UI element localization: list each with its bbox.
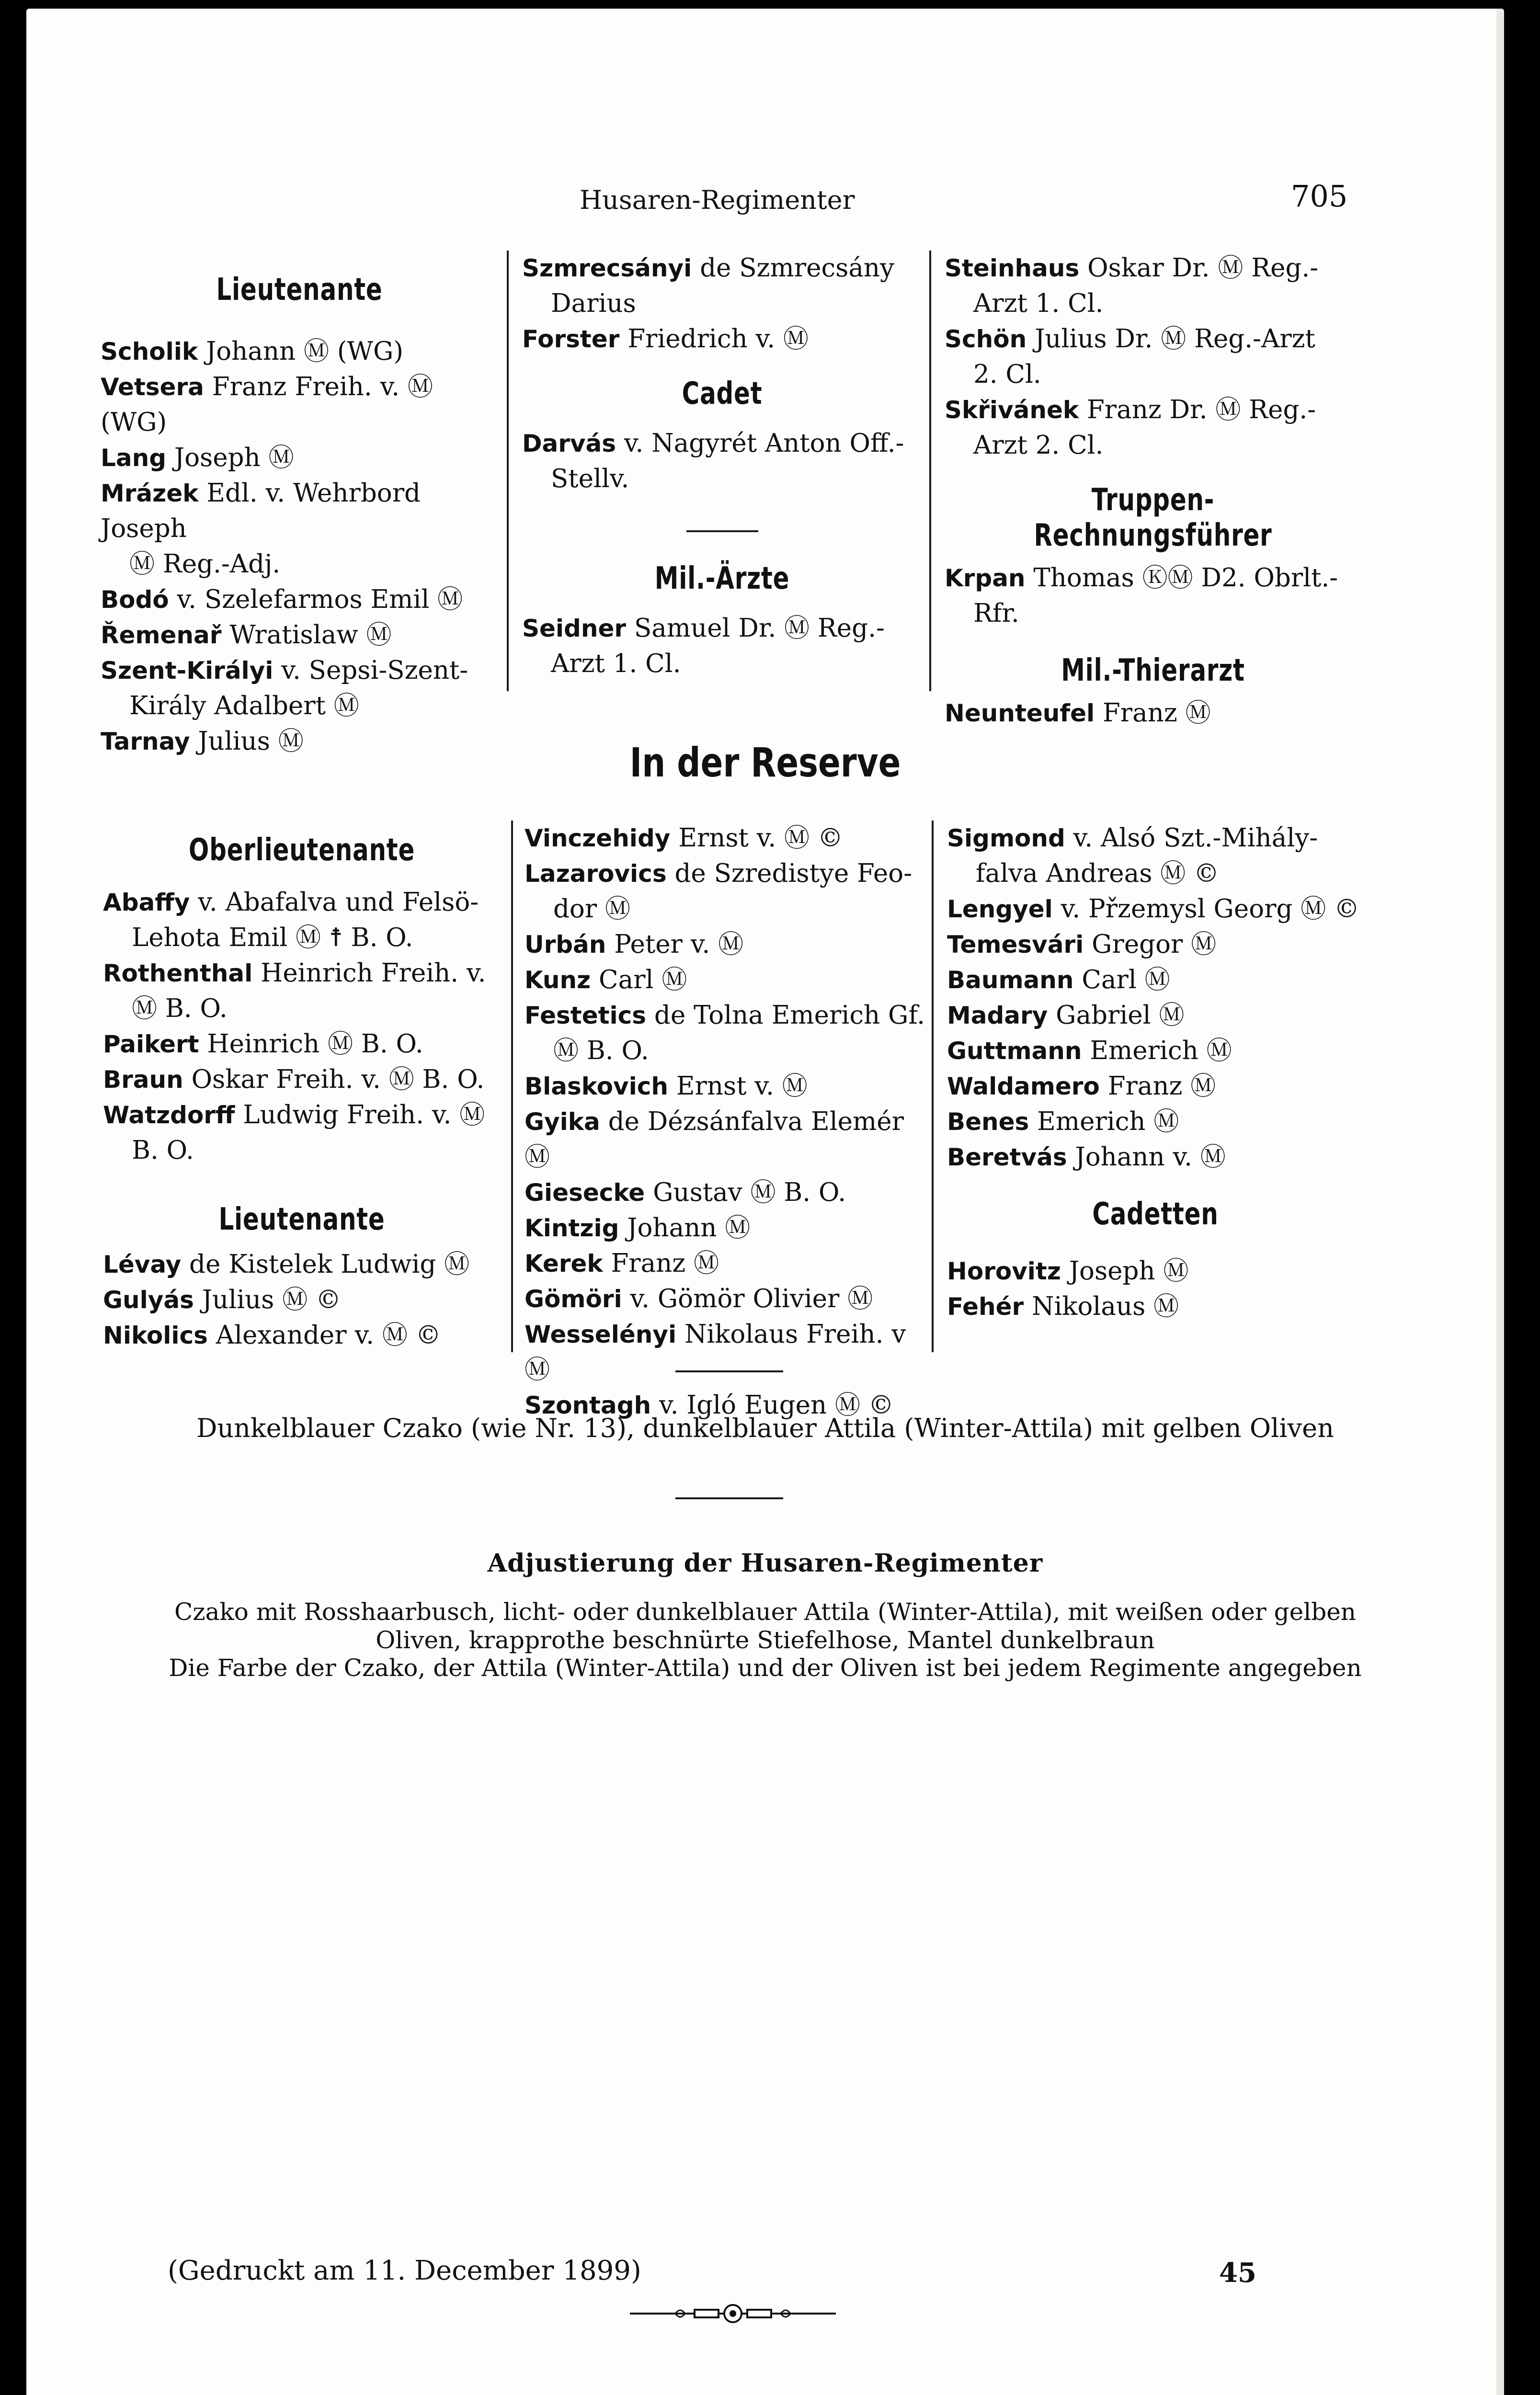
entry-surname: Lévay	[103, 1251, 182, 1278]
rule-before-adjustierung	[675, 1497, 783, 1499]
reserve-lieut-list	[103, 1247, 501, 1353]
entry-details: Emerich Ⓜ	[1090, 1036, 1232, 1065]
entry-surname: Nikolics	[103, 1322, 208, 1349]
roster-entry	[103, 1247, 501, 1282]
entry-details: Ernst v. Ⓜ	[676, 1072, 808, 1101]
roster-entry	[101, 334, 498, 369]
col2-list-a	[522, 251, 922, 357]
entry-continuation: Arzt 1. Cl.	[551, 649, 681, 678]
entry-details: Nikolaus Freih. v Ⓜ	[525, 1320, 906, 1384]
roster-entry	[101, 476, 498, 582]
entry-surname: Festetics	[525, 1002, 647, 1029]
entry-details: Nikolaus Ⓜ	[1032, 1292, 1179, 1321]
adjustierung-line-1: Czako mit Rosshaarbusch, licht- oder dunkelblauer Attila (Winter-Attila), mit weißen oder gelben	[174, 1598, 1357, 1626]
adjustierung-title: Adjustierung der Husaren-Regimenter	[487, 1549, 1043, 1578]
column-rule	[932, 821, 934, 1352]
entry-details: v. Abafalva und Felsö-	[198, 888, 479, 917]
entry-surname: Watzdorff	[103, 1101, 235, 1129]
entry-details: Peter v. Ⓜ	[614, 930, 744, 959]
roster-entry	[947, 962, 1364, 998]
roster-entry	[101, 617, 498, 653]
col3-list-b	[945, 560, 1361, 631]
roster-entry	[101, 440, 498, 476]
top-col1	[101, 251, 498, 759]
entry-surname: Skřivánek	[945, 396, 1079, 424]
roster-entry	[525, 927, 927, 962]
top-col3	[945, 251, 1361, 731]
entry-details: Joseph Ⓜ	[1069, 1256, 1189, 1286]
entry-details: Carl Ⓜ	[1082, 965, 1170, 994]
roster-entry	[525, 1281, 927, 1317]
top-section	[26, 251, 1504, 756]
entry-surname: Darvás	[522, 430, 616, 457]
entry-surname: Schön	[945, 325, 1027, 353]
roster-entry	[945, 392, 1361, 463]
entry-details: Heinrich Freih. v.	[261, 958, 486, 988]
entry-continuation: Ⓜ Reg.-Adj.	[129, 549, 281, 579]
entry-surname: Kerek	[525, 1250, 603, 1277]
entry-surname: Rothenthal	[103, 959, 253, 987]
entry-details: Franz Freih. v. Ⓜ (WG)	[101, 372, 433, 437]
entry-surname: Mrázek	[101, 479, 199, 507]
reserve-col3	[947, 821, 1364, 1324]
sheet-number: 45	[1219, 2257, 1256, 2289]
entry-details: Oskar Dr. Ⓜ Reg.-	[1087, 253, 1319, 283]
roster-entry	[522, 426, 922, 497]
entry-details: de Kistelek Ludwig Ⓜ	[189, 1250, 470, 1279]
roster-entry	[525, 962, 927, 998]
entry-surname: Gyika	[525, 1108, 600, 1136]
roster-entry	[103, 1097, 501, 1168]
entry-details: Joseph Ⓜ	[174, 443, 294, 472]
entry-surname: Gömöri	[525, 1285, 622, 1313]
entry-details: Gabriel Ⓜ	[1056, 1001, 1185, 1030]
heading-truppen-rechnungsfuehrer: Truppen-Rechnungsführer	[1034, 482, 1272, 553]
ornament-divider	[630, 2299, 836, 2328]
entry-surname: Madary	[947, 1002, 1048, 1029]
entry-continuation: dor Ⓜ	[553, 894, 631, 924]
entry-details: v. Alsó Szt.-Mihály-	[1073, 823, 1318, 853]
roster-entry	[525, 1175, 927, 1210]
roster-entry	[947, 1254, 1364, 1289]
entry-continuation: 2. Cl.	[973, 360, 1041, 389]
entry-surname: Steinhaus	[945, 254, 1080, 282]
entry-surname: Řemenař	[101, 621, 222, 649]
entry-details: de Szredistye Feo-	[674, 859, 913, 888]
entry-details: Friedrich v. Ⓜ	[627, 324, 809, 354]
roster-entry	[947, 1289, 1364, 1324]
entry-details: Julius Dr. Ⓜ Reg.-Arzt	[1035, 324, 1315, 354]
entry-details: Alexander v. Ⓜ ©	[216, 1321, 441, 1350]
ober-list	[103, 885, 501, 1168]
roster-entry	[525, 856, 927, 927]
roster-entry	[103, 1318, 501, 1353]
adjustierung-line-2: Oliven, krapprothe beschnürte Stiefelhose, Mantel dunkelbraun	[376, 1626, 1155, 1654]
entry-continuation: Lehota Emil Ⓜ ☨ B. O.	[132, 923, 413, 952]
entry-details: Gustav Ⓜ B. O.	[653, 1178, 846, 1207]
entry-surname: Giesecke	[525, 1179, 645, 1207]
entry-details: Samuel Dr. Ⓜ Reg.-	[634, 614, 885, 643]
col2-list-c	[522, 611, 922, 682]
entry-surname: Horovitz	[947, 1257, 1061, 1285]
roster-entry	[947, 1140, 1364, 1175]
entry-details: Edl. v. Wehrbord Joseph	[101, 479, 421, 543]
entry-continuation: Arzt 1. Cl.	[973, 289, 1104, 318]
roster-entry	[103, 1026, 501, 1062]
entry-surname: Wesselényi	[525, 1321, 677, 1348]
entry-surname: Waldamero	[947, 1072, 1100, 1100]
roster-entry	[945, 321, 1361, 392]
entry-surname: Kintzig	[525, 1214, 619, 1242]
entry-details: Emerich Ⓜ	[1037, 1107, 1179, 1136]
reserve-section	[26, 821, 1504, 1420]
heading-mil-aerzte: Mil.-Ärzte	[654, 561, 790, 596]
entry-surname: Tarnay	[101, 728, 190, 755]
entry-surname: Lazarovics	[525, 860, 667, 888]
heading-lieutenante: Lieutenante	[216, 272, 383, 308]
entry-surname: Gulyás	[103, 1286, 194, 1314]
entry-surname: Forster	[522, 325, 620, 353]
entry-surname: Szontagh	[525, 1391, 651, 1419]
entry-surname: Vinczehidy	[525, 824, 671, 852]
entry-details: Wratislaw Ⓜ	[229, 620, 392, 650]
column-rule	[511, 821, 513, 1352]
roster-entry	[525, 821, 927, 856]
roster-entry	[522, 251, 922, 321]
reserve-col3-list	[947, 821, 1364, 1175]
reserve-col2	[525, 821, 927, 1423]
entry-details: Ludwig Freih. v. Ⓜ	[243, 1100, 485, 1129]
entry-surname: Krpan	[945, 564, 1026, 592]
roster-entry	[103, 885, 501, 956]
roster-entry	[945, 696, 1361, 731]
roster-entry	[525, 1104, 927, 1175]
entry-continuation: Király Adalbert Ⓜ	[129, 691, 359, 720]
page-number: 705	[1291, 179, 1348, 214]
heading-cadetten: Cadetten	[1092, 1197, 1219, 1232]
entry-details: v. Gömör Olivier Ⓜ	[630, 1284, 873, 1313]
entry-surname: Scholik	[101, 338, 198, 365]
column-rule	[507, 251, 509, 691]
roster-entry	[103, 1062, 501, 1097]
entry-continuation: falva Andreas Ⓜ ©	[976, 859, 1220, 888]
entry-surname: Szmrecsányi	[522, 254, 692, 282]
entry-surname: Kunz	[525, 966, 591, 994]
entry-surname: Guttmann	[947, 1037, 1082, 1065]
roster-entry	[947, 1069, 1364, 1104]
roster-entry	[101, 653, 498, 724]
entry-details: Oskar Freih. v. Ⓜ B. O.	[191, 1065, 485, 1094]
entry-details: Franz Ⓜ	[1103, 698, 1211, 728]
entry-surname: Braun	[103, 1066, 183, 1094]
rule-after-reserve	[675, 1370, 783, 1372]
col3-list-c	[945, 696, 1361, 731]
roster-entry	[101, 582, 498, 617]
heading-reserve-lieutenante: Lieutenante	[218, 1202, 385, 1237]
entry-details: v. Igló Eugen Ⓜ ©	[659, 1391, 894, 1420]
entry-details: Gregor Ⓜ	[1092, 930, 1217, 959]
roster-entry	[947, 1033, 1364, 1069]
heading-oberlieutenante: Oberlieutenante	[188, 833, 415, 868]
reserve-title: In der Reserve	[629, 739, 901, 786]
reserve-col2-list	[525, 821, 927, 1423]
entry-surname: Urbán	[525, 931, 606, 958]
entry-details: v. Sepsi-Szent-	[281, 656, 468, 685]
cadetten-list	[947, 1254, 1364, 1324]
entry-details: Ernst v. Ⓜ ©	[678, 823, 843, 853]
entry-continuation: Ⓜ B. O.	[132, 994, 228, 1023]
roster-entry	[947, 891, 1364, 927]
roster-entry	[525, 1317, 927, 1388]
entry-continuation: Rfr.	[973, 599, 1019, 628]
document-page	[26, 9, 1504, 2395]
roster-entry	[945, 560, 1361, 631]
entry-surname: Lengyel	[947, 895, 1053, 923]
entry-surname: Fehér	[947, 1293, 1024, 1321]
roster-entry	[947, 1104, 1364, 1140]
roster-entry	[103, 1282, 501, 1318]
entry-surname: Temesvári	[947, 931, 1084, 958]
entry-details: Thomas ⓀⓂ D2. Obrlt.-	[1033, 563, 1338, 593]
entry-surname: Beretvás	[947, 1143, 1067, 1171]
uniform-line: Dunkelblauer Czako (wie Nr. 13), dunkelblauer Attila (Winter-Attila) mit gelben Oliven	[196, 1413, 1334, 1443]
entry-details: v. Nagyrét Anton Off.-	[624, 429, 904, 458]
roster-entry	[945, 251, 1361, 321]
entry-details: de Tolna Emerich Gf.	[654, 1001, 925, 1030]
heading-mil-thierarzt: Mil.-Thierarzt	[1061, 653, 1245, 688]
entry-details: Julius Ⓜ	[198, 727, 304, 756]
page-header-title: Husaren-Regimenter	[580, 185, 855, 215]
roster-entry	[947, 821, 1364, 891]
entry-continuation: Arzt 2. Cl.	[973, 431, 1104, 460]
entry-details: Johann Ⓜ	[627, 1213, 751, 1243]
top-col2	[522, 251, 922, 682]
roster-entry	[525, 1069, 927, 1104]
entry-details: de Szmrecsány	[700, 253, 894, 283]
col3-list-a	[945, 251, 1361, 463]
roster-entry	[103, 956, 501, 1026]
entry-details: Franz Ⓜ	[1107, 1072, 1216, 1101]
heading-cadet: Cadet	[682, 376, 763, 411]
column-rule	[929, 251, 931, 691]
entry-details: de Dézsánfalva Elemér Ⓜ	[525, 1107, 904, 1172]
entry-details: v. Přzemysl Georg Ⓜ ©	[1061, 894, 1360, 924]
entry-details: Carl Ⓜ	[599, 965, 687, 994]
entry-surname: Abaffy	[103, 889, 190, 916]
entry-surname: Lang	[101, 444, 166, 472]
roster-entry	[947, 927, 1364, 962]
entry-surname: Seidner	[522, 615, 627, 642]
roster-entry	[525, 998, 927, 1069]
entry-details: Franz Ⓜ	[611, 1249, 719, 1278]
entry-surname: Vetsera	[101, 373, 204, 401]
entry-details: v. Szelefarmos Emil Ⓜ	[177, 585, 463, 614]
entry-surname: Neunteufel	[945, 699, 1095, 727]
roster-entry	[947, 998, 1364, 1033]
entry-details: Johann Ⓜ (WG)	[205, 337, 404, 366]
entry-details: Franz Dr. Ⓜ Reg.-	[1087, 395, 1316, 424]
entry-continuation: B. O.	[132, 1136, 194, 1165]
entry-surname: Paikert	[103, 1030, 199, 1058]
entry-surname: Sigmond	[947, 824, 1065, 852]
entry-surname: Baumann	[947, 966, 1074, 994]
entry-surname: Blaskovich	[525, 1072, 668, 1100]
entry-surname: Bodó	[101, 586, 169, 614]
lieutenante-list	[101, 334, 498, 759]
entry-surname: Benes	[947, 1108, 1029, 1136]
roster-entry	[525, 1210, 927, 1246]
roster-entry	[101, 369, 498, 440]
roster-entry	[522, 611, 922, 682]
entry-details: Heinrich Ⓜ B. O.	[207, 1029, 423, 1059]
col2-list-b	[522, 426, 922, 497]
adjustierung-line-3: Die Farbe der Czako, der Attila (Winter-Attila) und der Oliven ist bei jedem Regimente angegeben	[169, 1654, 1362, 1682]
entry-details: Johann v. Ⓜ	[1075, 1142, 1226, 1172]
reserve-col1	[103, 821, 501, 1353]
roster-entry	[525, 1246, 927, 1281]
entry-details: Julius Ⓜ ©	[202, 1285, 342, 1314]
short-rule	[686, 530, 758, 532]
entry-continuation: Stellv.	[551, 464, 629, 493]
entry-surname: Szent-Királyi	[101, 657, 274, 684]
entry-continuation: Darius	[551, 289, 636, 318]
printed-date: (Gedruckt am 11. December 1899)	[168, 2255, 641, 2286]
entry-continuation: Ⓜ B. O.	[553, 1036, 649, 1065]
roster-entry	[522, 321, 922, 357]
